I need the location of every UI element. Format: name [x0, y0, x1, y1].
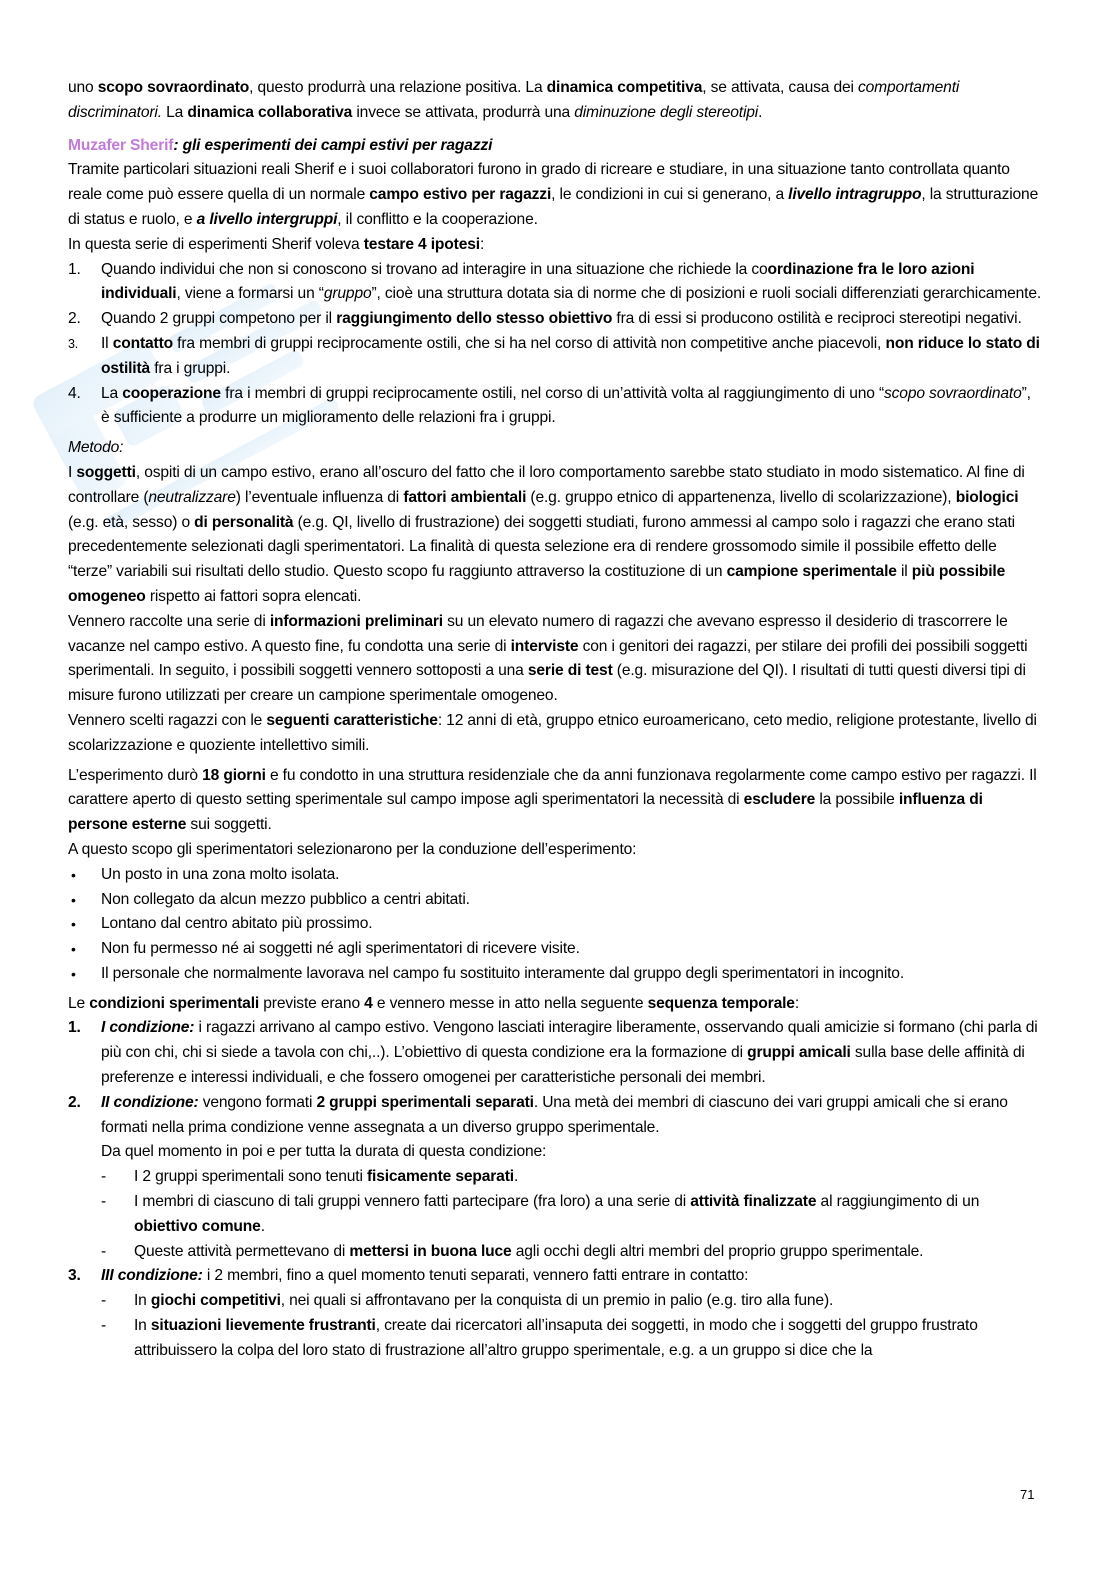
condition-subtext: Da quel momento in poi e per tutta la durata di questa condizione:	[101, 1143, 547, 1161]
page-body	[68, 76, 1043, 1364]
paragraph-preliminary-info: Vennero raccolte una serie di informazioni preliminari su un elevato numero di ragazzi che avevano espresso il desiderio di trascorrere le vacanze nel campo estivo. A questo fine, fu condotta una serie di interviste con i genitori dei ragazzi, per stilare dei profili dei possibili soggetti sperimentali. In seguito, i possibili soggetti vennero sottoposti a una serie di test (e.g. misurazione del QI). I risultati di tutti questi diversi tipi di misure furono utilizzati per creare un campione sperimentale omogeneo.	[68, 612, 1028, 705]
list-item: • Non fu permesso né ai soggetti né agli sperimentatori di ricevere visite.	[71, 940, 580, 958]
paragraph-duration: L’esperimento durò 18 giorni e fu condotto in una struttura residenziale che da anni funzionava regolarmente come campo estivo per ragazzi. Il carattere aperto di questo setting sperimentale sul campo impose agli sperimentatori la necessità di escludere la possibile influenza di persone esterne sui soggetti.	[68, 766, 1037, 834]
paragraph-characteristics: Vennero scelti ragazzi con le seguenti caratteristiche: 12 anni di età, gruppo etnico euroamericano, ceto medio, religione protestante, livello di scolarizzazione e quoziente intellettivo simili.	[68, 711, 1037, 754]
list-item: - I membri di ciascuno di tali gruppi vennero fatti partecipare (fra loro) a una serie di attività finalizzate al raggiungimento di un obiettivo comune.	[101, 1193, 980, 1235]
conditions-list-continued	[68, 1264, 1043, 1289]
conditions-list	[68, 1016, 1043, 1165]
condition-item: 2. II condizione: vengono formati 2 gruppi sperimentali separati. Una metà dei membri di ciascuno dei vari gruppi amicali che si erano formati nella prima condizione venne assegnata a un diverso gruppo sperimentale. Da quel momento in poi e per tutta la durata di questa condizione:	[68, 1091, 1043, 1165]
condition-item: 3. III condizione: i 2 membri, fino a quel momento tenuti separati, vennero fatti entrare in contatto:	[68, 1267, 749, 1285]
metodo-label: Metodo:	[68, 439, 124, 457]
section-title: : gli esperimenti dei campi estivi per ragazzi	[173, 136, 493, 154]
paragraph-selection: A questo scopo gli sperimentatori selezionarono per la conduzione dell’esperimento:	[68, 840, 637, 858]
list-item: - Queste attività permettevano di mettersi in buona luce agli occhi degli altri membri del proprio gruppo sperimentale.	[101, 1242, 924, 1260]
condition-2-dash-list	[101, 1165, 1043, 1264]
list-item: • Lontano dal centro abitato più prossimo.	[71, 915, 373, 933]
list-item: 1. Quando individui che non si conoscono si trovano ad interagire in una situazione che richiede la coordinazione fra le loro azioni individuali, viene a formarsi un “gruppo”, cioè una struttura dotata sia di norme che di posizioni e ruoli sociali differenziati gerarchicamente.	[68, 260, 1042, 303]
list-item: • Un posto in una zona molto isolata.	[71, 865, 340, 883]
setting-bullet-list	[68, 863, 1043, 987]
intro-paragraph: uno scopo sovraordinato, questo produrrà una relazione positiva. La dinamica competitiva, se attivata, causa dei comportamenti discriminatori. La dinamica collaborativa invece se attivata, produrrà una diminuzione degli stereotipi.	[68, 79, 960, 121]
author-name: Muzafer Sherif	[68, 136, 174, 154]
page-number: 71	[1020, 1487, 1035, 1502]
list-item: 2. Quando 2 gruppi competono per il raggiungimento dello stesso obiettivo fra di essi si producono ostilità e reciproci stereotipi negativi.	[68, 310, 1022, 328]
paragraph-subjects: I soggetti, ospiti di un campo estivo, erano all’oscuro del fatto che il loro comportamento sarebbe stato studiato in modo sistematico. Al fine di controllare (neutralizzare) l’eventuale influenza di fattori ambientali (e.g. gruppo etnico di appartenenza, livello di scolarizzazione), biologici (e.g. età, sesso) o di personalità (e.g. QI, livello di frustrazione) dei soggetti studiati, furono ammessi al campo solo i ragazzi che erano stati precedentemente selezionati dagli sperimentatori. La finalità di questa selezione era di rendere grossomodo simile il possibile effetto delle “terze” variabili sui risultati dello studio. Questo scopo fu raggiunto attraverso la costituzione di un campione sperimentale il più possibile omogeneo rispetto ai fattori sopra elencati.	[68, 463, 1025, 605]
section-heading	[68, 134, 1043, 159]
list-item: • Non collegato da alcun mezzo pubblico a centri abitati.	[71, 890, 470, 908]
condition-3-dash-list	[101, 1289, 1043, 1363]
paragraph-conditions-intro: Le condizioni sperimentali previste erano 4 e vennero messe in atto nella seguente sequenza temporale:	[68, 994, 799, 1012]
list-item: - In situazioni lievemente frustranti, create dai ricercatori all’insaputa dei soggetti, in modo che i soggetti del gruppo frustrato attribuissero la colpa del loro stato di frustrazione all’altro gruppo sperimentale, e.g. a un gruppo si dice che la	[101, 1317, 978, 1359]
list-item: - I 2 gruppi sperimentali sono tenuti fisicamente separati.	[101, 1168, 519, 1186]
list-item: • Il personale che normalmente lavorava nel campo fu sostituito interamente dal gruppo degli sperimentatori in incognito.	[71, 964, 905, 982]
paragraph-description: Tramite particolari situazioni reali Sherif e i suoi collaboratori furono in grado di ricreare e studiare, in una situazione tanto controllata quanto reale come può essere quella di un normale campo estivo per ragazzi, le condizioni in cui si generano, a livello intragruppo, la strutturazione di status e ruolo, e a livello intergruppi, il conflitto e la cooperazione.	[68, 161, 1039, 228]
condition-item: 1. I condizione: i ragazzi arrivano al campo estivo. Vengono lasciati interagire liberamente, osservando quali amicizie si formano (chi parla di più con chi, chi si siede a tavola con chi,..). L’obiettivo di questa condizione era la formazione di gruppi amicali sulla base delle affinità di preferenze e interessi individuali, e che fossero omogenei per caratteristiche personali dei membri.	[68, 1019, 1038, 1087]
list-item: - In giochi competitivi, nei quali si affrontavano per la conquista di un premio in palio (e.g. tiro alla fune).	[101, 1292, 834, 1310]
list-item: 4. La cooperazione fra i membri di gruppi reciprocamente ostili, nel corso di un’attività volta al raggiungimento di uno “scopo sovraordinato”, è sufficiente a produrre un miglioramento delle relazioni fra i gruppi.	[68, 384, 1031, 427]
paragraph-hypotheses-intro: In questa serie di esperimenti Sherif voleva testare 4 ipotesi:	[68, 235, 485, 253]
list-item: 3. Il contatto fra membri di gruppi reciprocamente ostili, che si ha nel corso di attività non competitive anche piacevoli, non riduce lo stato di ostilità fra i gruppi.	[68, 334, 1040, 377]
hypotheses-list	[68, 258, 1043, 432]
